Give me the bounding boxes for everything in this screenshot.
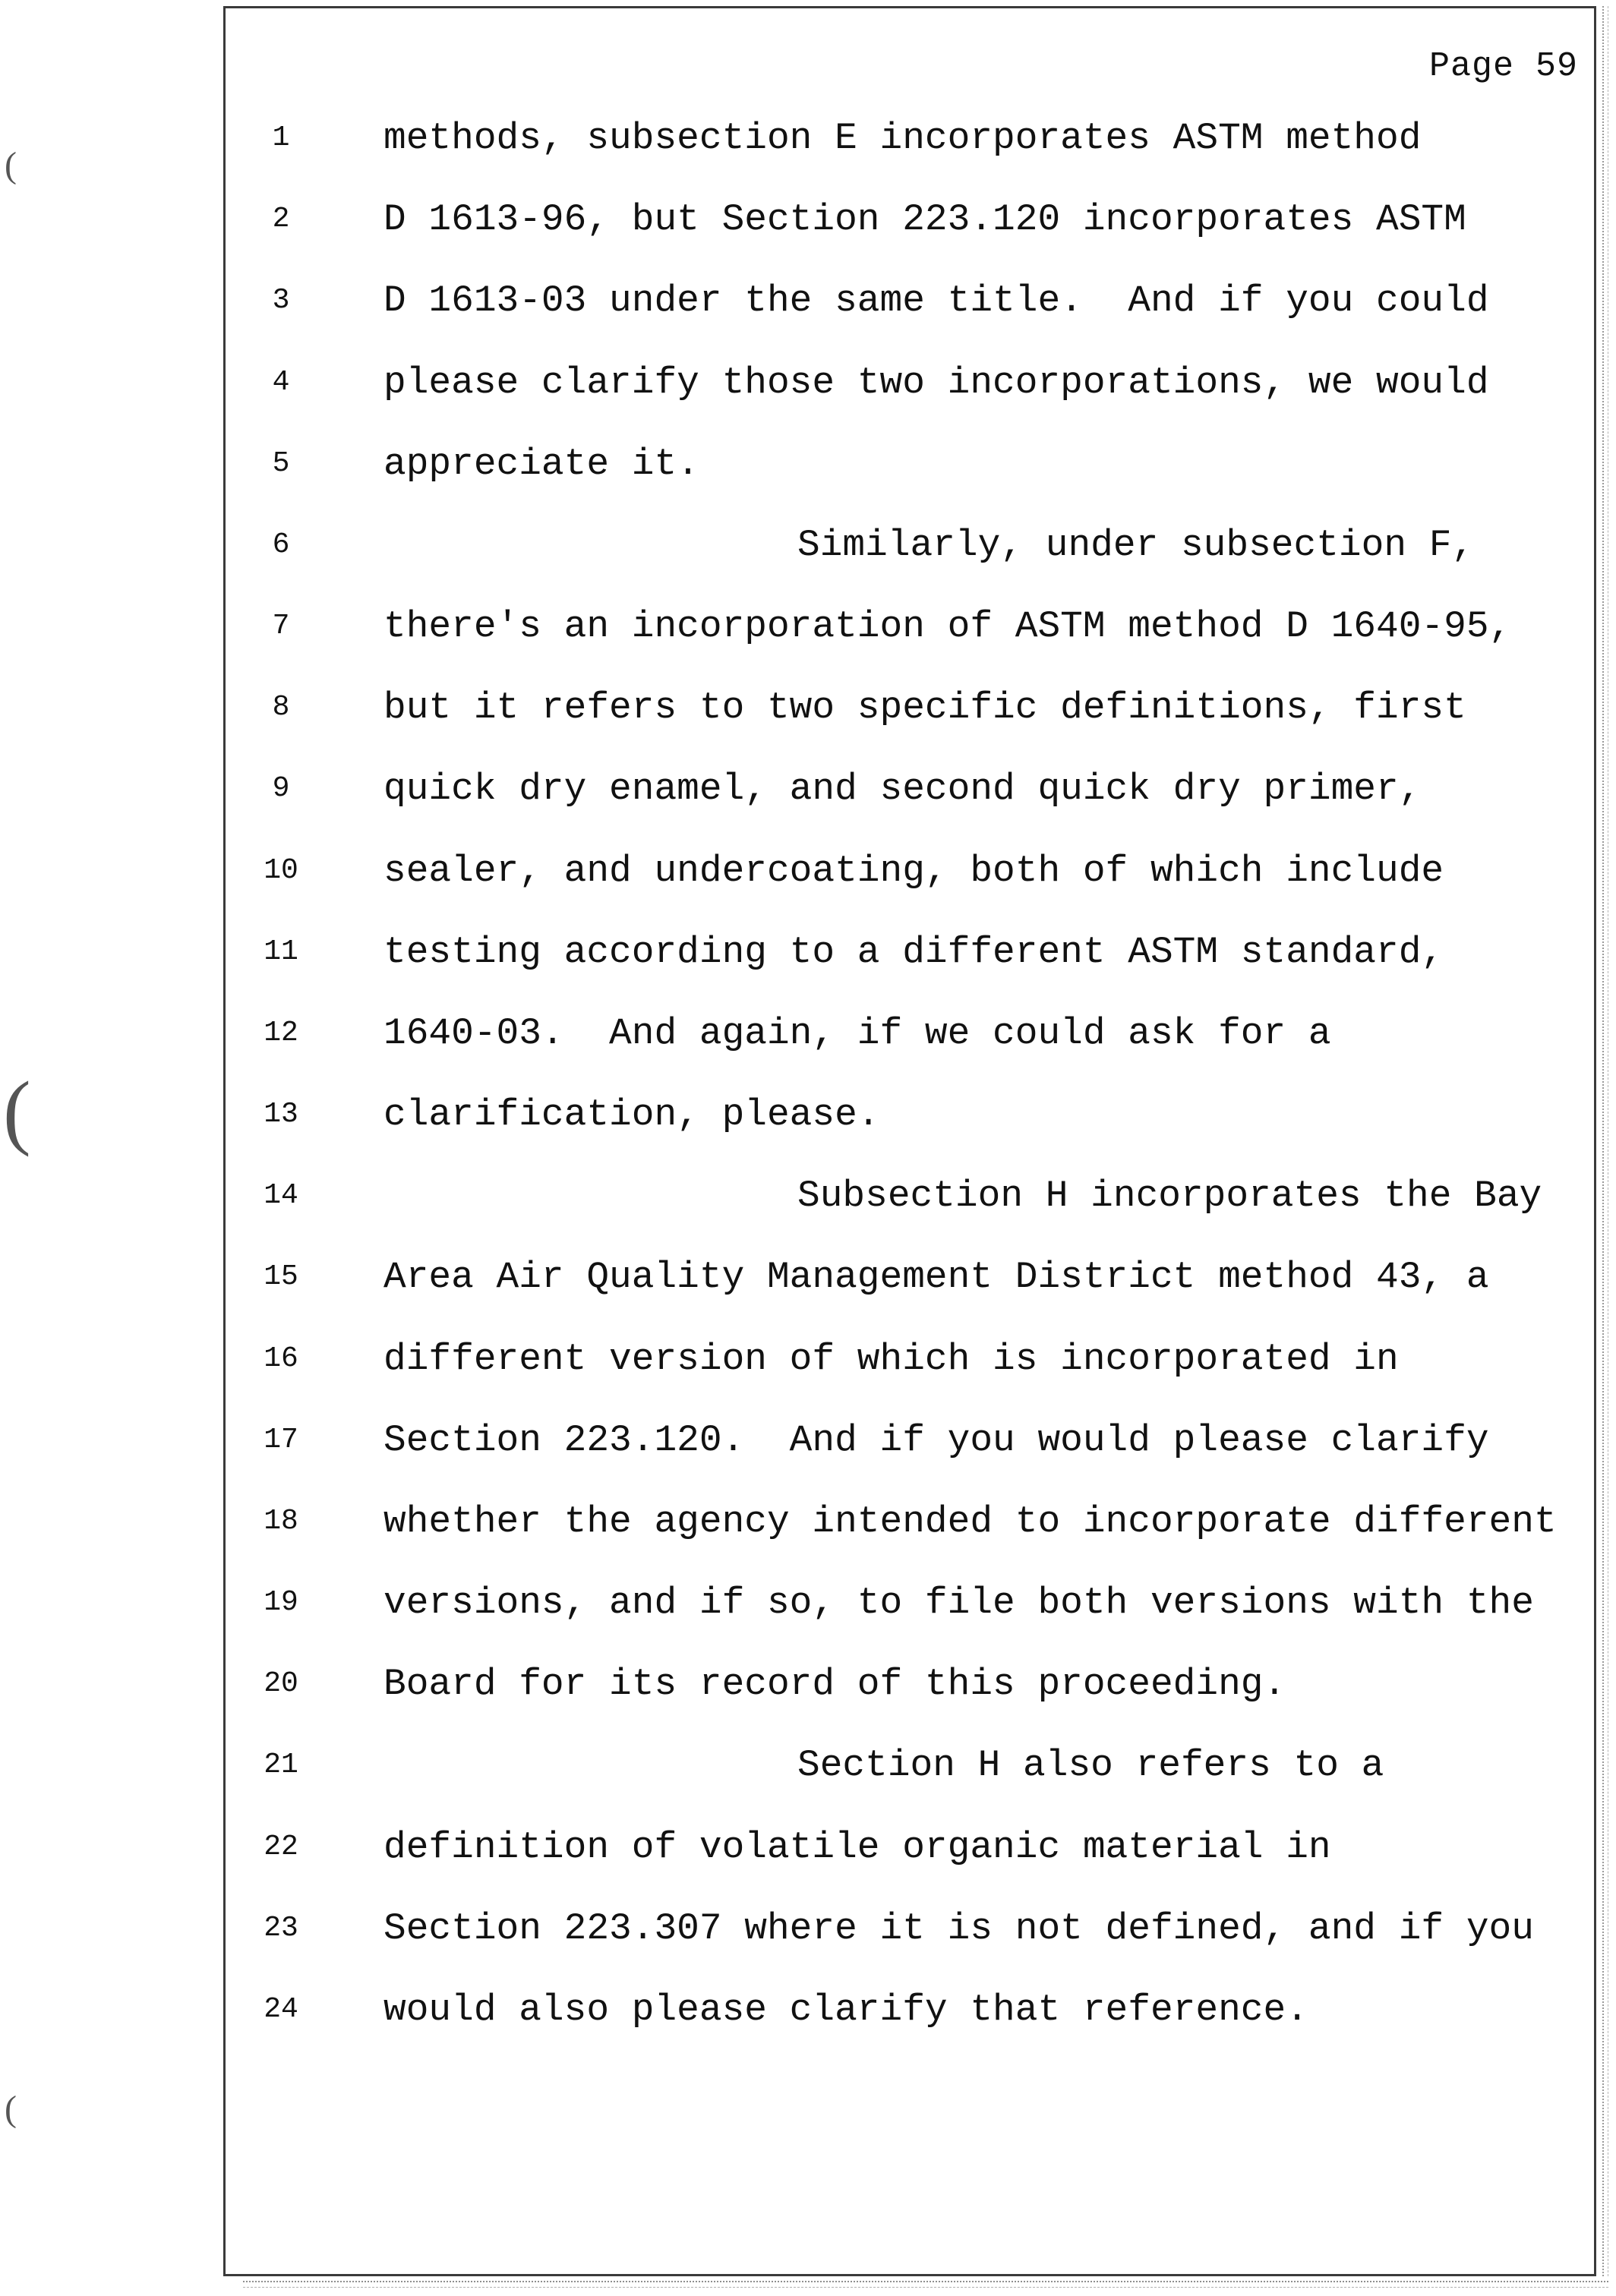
page-number: Page 59 [1428, 47, 1578, 86]
line-number: 23 [264, 1912, 298, 1944]
line-number: 7 [272, 610, 290, 642]
line-text: Section H also refers to a [797, 1744, 1384, 1787]
line-text: D 1613-96, but Section 223.120 incorporates ASTM [383, 198, 1466, 241]
line-text: clarification, please. [383, 1093, 880, 1136]
line-number: 20 [264, 1667, 298, 1700]
line-number: 12 [264, 1017, 298, 1049]
transcript-line [0, 1906, 1616, 1951]
line-text: but it refers to two specific definitions, first [383, 686, 1466, 729]
transcript-line [0, 360, 1616, 405]
line-number: 3 [272, 284, 290, 317]
transcript-line [0, 278, 1616, 323]
line-number: 4 [272, 366, 290, 399]
line-text: testing according to a different ASTM standard, [383, 931, 1444, 973]
line-number: 18 [264, 1505, 298, 1538]
transcript-line [0, 522, 1616, 568]
line-text: methods, subsection E incorporates ASTM method [383, 117, 1422, 159]
line-text: D 1613-03 under the same title. And if you could [383, 279, 1489, 322]
margin-paren-mark: ( [5, 145, 17, 185]
line-number: 14 [264, 1179, 298, 1212]
transcript-line [0, 929, 1616, 975]
line-number: 9 [272, 772, 290, 805]
margin-paren-mark: ( [3, 1064, 31, 1157]
line-text: please clarify those two incorporations, we would [383, 361, 1489, 404]
line-text: would also please clarify that reference. [383, 1988, 1308, 2031]
line-text: definition of volatile organic material in [383, 1826, 1331, 1869]
transcript-line [0, 1824, 1616, 1870]
transcript-line [0, 441, 1616, 487]
line-text: Area Air Quality Management District method 43, a [383, 1256, 1489, 1298]
line-text: there's an incorporation of ASTM method D 1640-95, [383, 605, 1512, 648]
transcript-line [0, 1580, 1616, 1626]
line-text: Similarly, under subsection F, [797, 524, 1475, 566]
line-number: 10 [264, 854, 298, 887]
line-number: 15 [264, 1260, 298, 1293]
scan-edge-bottom [243, 2281, 1608, 2288]
line-text: Section 223.120. And if you would please clarify [383, 1419, 1489, 1462]
line-number: 2 [272, 203, 290, 235]
line-number: 13 [264, 1098, 298, 1131]
line-number: 22 [264, 1831, 298, 1863]
transcript-line [0, 1987, 1616, 2033]
transcript-line [0, 1499, 1616, 1544]
line-number: 6 [272, 528, 290, 561]
transcript-line [0, 604, 1616, 649]
line-number: 8 [272, 691, 290, 724]
line-text: sealer, and undercoating, both of which include [383, 850, 1444, 892]
line-number: 19 [264, 1586, 298, 1619]
transcript-line [0, 115, 1616, 161]
transcript-line [0, 1011, 1616, 1056]
line-text: versions, and if so, to file both versions with the [383, 1582, 1534, 1624]
transcript-line [0, 1336, 1616, 1382]
line-text: Board for its record of this proceeding. [383, 1663, 1286, 1705]
margin-paren-mark: ( [5, 2089, 17, 2129]
line-text: appreciate it. [383, 443, 699, 485]
transcript-line [0, 1742, 1616, 1788]
line-text: Section 223.307 where it is not defined, and if you [383, 1907, 1534, 1950]
line-text: different version of which is incorporated in [383, 1338, 1399, 1380]
line-text: Subsection H incorporates the Bay [797, 1175, 1542, 1217]
transcript-line [0, 1661, 1616, 1707]
line-text: whether the agency intended to incorporate different [383, 1500, 1557, 1543]
line-number: 21 [264, 1749, 298, 1781]
transcript-line [0, 1173, 1616, 1219]
transcript-line [0, 766, 1616, 812]
line-number: 1 [272, 121, 290, 154]
transcript-line [0, 1254, 1616, 1300]
line-text: quick dry enamel, and second quick dry primer, [383, 768, 1422, 810]
transcript-line [0, 848, 1616, 894]
transcript-line [0, 1418, 1616, 1463]
line-text: 1640-03. And again, if we could ask for a [383, 1012, 1331, 1055]
line-number: 24 [264, 1993, 298, 2026]
line-number: 11 [264, 935, 298, 968]
line-number: 16 [264, 1342, 298, 1375]
transcript-line [0, 1092, 1616, 1137]
line-number: 5 [272, 447, 290, 480]
line-number: 17 [264, 1424, 298, 1456]
transcript-line [0, 685, 1616, 730]
transcript-line [0, 197, 1616, 242]
